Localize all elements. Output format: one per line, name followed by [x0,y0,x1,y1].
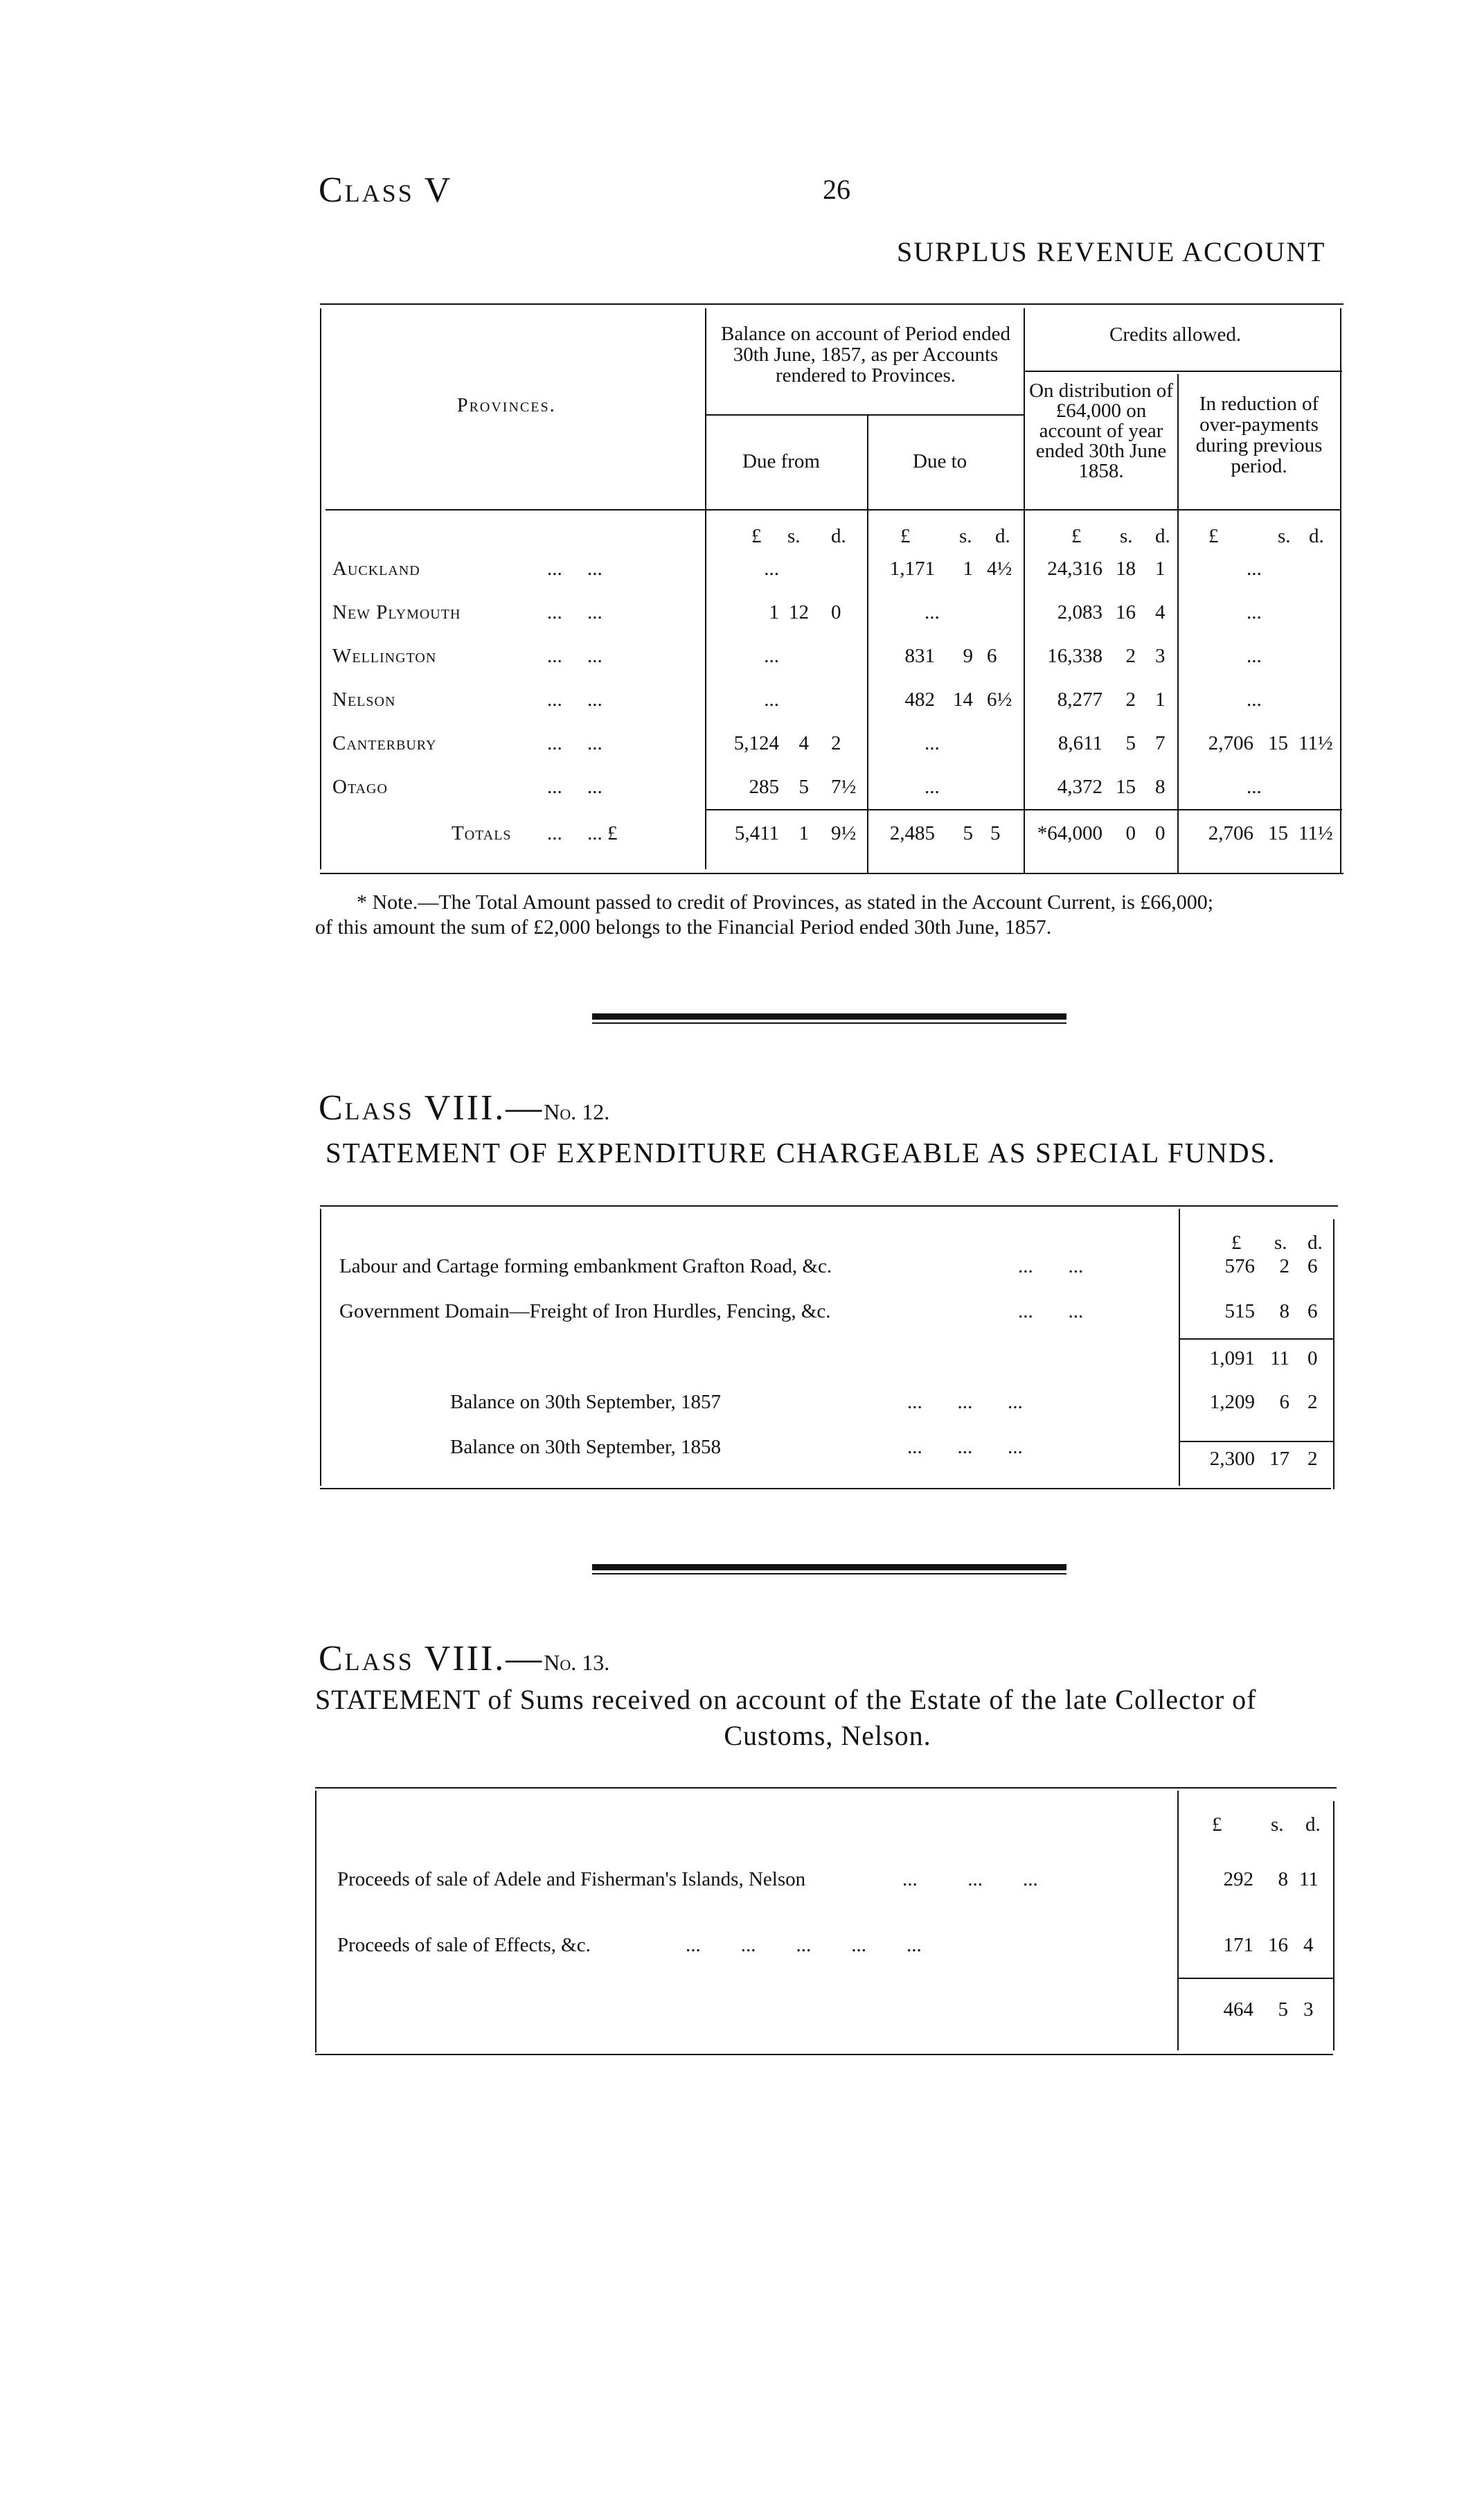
footnote-line-2: of this amount the sum of £2,000 belongs to the Financial Period ended 30th June, 1857. [315,916,1052,939]
province-name: Nelson [332,689,396,711]
section-divider [592,1564,1066,1574]
dist-d: 1 [1155,689,1166,711]
amount-d: 6 [1307,1255,1318,1277]
subtotal-s: 11 [1270,1347,1289,1369]
due-from-pounds: ... [764,645,779,667]
unit-pound: £ [751,525,762,547]
no12-class-heading [319,1088,609,1128]
leader-dots: ... ... [1018,1300,1084,1322]
dist-pounds: 16,338 [1047,645,1103,667]
header-balance: Balance on account of Period ended 30th June, 1857, as per Accounts rendered to Provinces. [721,323,1010,387]
unit-s: s. [1274,1232,1287,1254]
leader-dots: ... ... [547,732,602,754]
total-due-from-s: 1 [798,822,809,844]
balance-pounds: 2,300 [1209,1448,1255,1470]
leader-dots: ... ... [547,558,602,580]
due-from-s: 4 [798,732,809,754]
red-pounds: ... [1247,601,1262,623]
due-from-d: 2 [831,732,841,754]
total-due-to-pounds: 2,485 [889,822,935,844]
receipt-label: Proceeds of sale of Adele and Fisherman's Islands, Nelson [337,1868,806,1890]
province-name: Otago [332,776,388,798]
no13-class-heading [319,1638,609,1679]
amount-pounds: 515 [1224,1300,1255,1322]
due-to-pounds: 482 [904,689,935,711]
due-to-s: 9 [963,645,973,667]
due-from-s: 5 [798,776,809,798]
red-pounds: ... [1247,645,1262,667]
total-dist-d: 0 [1155,822,1166,844]
no13-class-number: No. 13. [544,1650,610,1675]
no12-class-label: Class VIII.— [319,1088,544,1128]
unit-pound: £ [1071,525,1082,547]
province-name: New Plymouth [332,601,461,623]
red-d: 11½ [1298,732,1333,754]
dist-s: 2 [1125,645,1136,667]
no13-title-line-2: Customs, Nelson. [724,1720,931,1751]
due-from-s: 12 [789,601,809,623]
total-due-to-d: 5 [990,822,1001,844]
due-from-pounds: ... [764,558,779,580]
total-dist-s: 0 [1125,822,1136,844]
balance-pounds: 1,209 [1209,1391,1255,1413]
amount-s: 2 [1279,1255,1289,1277]
unit-pound: £ [900,525,911,547]
receipt-label: Proceeds of sale of Effects, &c. [337,1934,591,1956]
red-pounds: ... [1247,689,1262,711]
balance-s: 17 [1269,1448,1289,1470]
red-s: 15 [1268,732,1288,754]
header-credits: Credits allowed. [1109,323,1242,346]
expenditure-label: Labour and Cartage forming embankment Grafton Road, &c. [339,1255,832,1277]
total-dist-pounds: *64,000 [1037,822,1103,844]
unit-pound: £ [1212,1813,1222,1836]
leader-dots: ... ... [547,776,602,798]
subtotal-pounds: 1,091 [1209,1347,1255,1369]
header-due-from: Due from [742,450,820,472]
province-name: Auckland [332,558,420,580]
section-divider [592,1013,1066,1024]
red-pounds: ... [1247,776,1262,798]
unit-s: s. [1120,525,1133,547]
expenditure-label: Government Domain—Freight of Iron Hurdles, Fencing, &c. [339,1300,831,1322]
due-to-d: 6 [987,645,997,667]
balance-s: 6 [1279,1391,1289,1413]
amount-s: 8 [1279,1300,1289,1322]
header-distribution: On distribution of £64,000 on account of year ended 30th June 1858. [1029,380,1173,482]
header-provinces: Provinces. [457,395,556,416]
due-to-pounds: ... [925,776,940,798]
total-red-s: 15 [1268,822,1288,844]
due-to-s: 14 [953,689,973,711]
leader-dots: ... ... [547,645,602,667]
unit-d: d. [1155,525,1170,547]
receipt-s: 16 [1268,1934,1288,1956]
due-to-s: 1 [963,558,973,580]
leader-dots: ... ... £ [547,822,618,844]
dist-pounds: 24,316 [1047,558,1103,580]
header-reduction: In reduction of over-payments during previous period. [1195,393,1323,477]
unit-s: s. [1278,525,1291,547]
unit-pound: £ [1231,1232,1242,1254]
province-name: Wellington [332,645,437,667]
due-from-pounds: ... [764,689,779,711]
dist-d: 3 [1155,645,1166,667]
leader-dots: ... ... ... [902,1868,1038,1890]
leader-dots: ... ... ... ... ... [686,1934,922,1956]
totals-label: Totals [452,822,512,844]
dist-d: 4 [1155,601,1166,623]
amount-d: 6 [1307,1300,1318,1322]
no13-title-line-1: STATEMENT of Sums received on account of the Estate of the late Collector of [315,1684,1257,1715]
leader-dots: ... ... [547,601,602,623]
dist-s: 2 [1125,689,1136,711]
due-to-d: 4½ [987,558,1012,580]
dist-s: 15 [1116,776,1136,798]
total-d: 3 [1303,1998,1314,2021]
due-to-pounds: ... [925,601,940,623]
leader-dots: ... ... ... [907,1436,1023,1458]
receipt-s: 8 [1278,1868,1288,1890]
due-to-pounds: 831 [904,645,935,667]
total-pounds: 464 [1223,1998,1253,2021]
no13-title [315,1682,1340,1754]
page-number: 26 [823,174,850,205]
total-red-pounds: 2,706 [1208,822,1253,844]
unit-s: s. [787,525,801,547]
no13-class-label: Class VIII.— [319,1639,544,1678]
leader-dots: ... ... [547,689,602,711]
leader-dots: ... ... [1018,1255,1084,1277]
dist-d: 1 [1155,558,1166,580]
dist-s: 18 [1116,558,1136,580]
receipt-pounds: 292 [1223,1868,1253,1890]
due-from-pounds: 285 [749,776,779,798]
red-pounds: ... [1247,558,1262,580]
due-from-pounds: 1 [769,601,779,623]
total-due-to-s: 5 [963,822,973,844]
due-from-d: 0 [831,601,841,623]
due-to-pounds: ... [925,732,940,754]
footnote-line-1: * Note.—The Total Amount passed to credit of Provinces, as stated in the Account Current, is £66,000; [357,891,1214,914]
dist-s: 16 [1116,601,1136,623]
unit-d: d. [995,525,1010,547]
unit-d: d. [831,525,846,547]
red-pounds: 2,706 [1208,732,1253,754]
unit-d: d. [1305,1813,1321,1836]
receipt-d: 4 [1303,1934,1314,1956]
province-name: Canterbury [332,732,437,754]
due-to-d: 6½ [987,689,1012,711]
due-from-pounds: 5,124 [733,732,779,754]
unit-d: d. [1307,1232,1323,1254]
balance-label: Balance on 30th September, 1857 [450,1391,722,1413]
due-from-d: 7½ [831,776,857,798]
balance-d: 2 [1307,1391,1318,1413]
dist-pounds: 4,372 [1057,776,1103,798]
no12-class-number: No. 12. [544,1099,610,1124]
total-due-from-pounds: 5,411 [734,822,779,844]
unit-d: d. [1309,525,1324,547]
class-label: Class V [319,170,453,210]
leader-dots: ... ... ... [907,1391,1023,1413]
amount-pounds: 576 [1224,1255,1255,1277]
unit-pound: £ [1208,525,1219,547]
balance-d: 2 [1307,1448,1318,1470]
section-title: SURPLUS REVENUE ACCOUNT [897,236,1326,267]
total-s: 5 [1278,1998,1288,2021]
dist-pounds: 8,277 [1057,689,1103,711]
dist-d: 7 [1155,732,1166,754]
dist-d: 8 [1155,776,1166,798]
no12-title: STATEMENT OF EXPENDITURE CHARGEABLE AS SPECIAL FUNDS. [325,1137,1276,1169]
total-due-from-d: 9½ [831,822,857,844]
unit-s: s. [959,525,972,547]
due-to-pounds: 1,171 [889,558,935,580]
total-red-d: 11½ [1298,822,1333,844]
receipt-d: 11 [1299,1868,1319,1890]
subtotal-d: 0 [1307,1347,1318,1369]
header-due-to: Due to [913,450,967,472]
balance-label: Balance on 30th September, 1858 [450,1436,722,1458]
receipt-pounds: 171 [1223,1934,1253,1956]
footnote [315,890,1340,940]
dist-pounds: 2,083 [1057,601,1103,623]
dist-pounds: 8,611 [1057,732,1103,754]
dist-s: 5 [1125,732,1136,754]
unit-s: s. [1271,1813,1284,1836]
